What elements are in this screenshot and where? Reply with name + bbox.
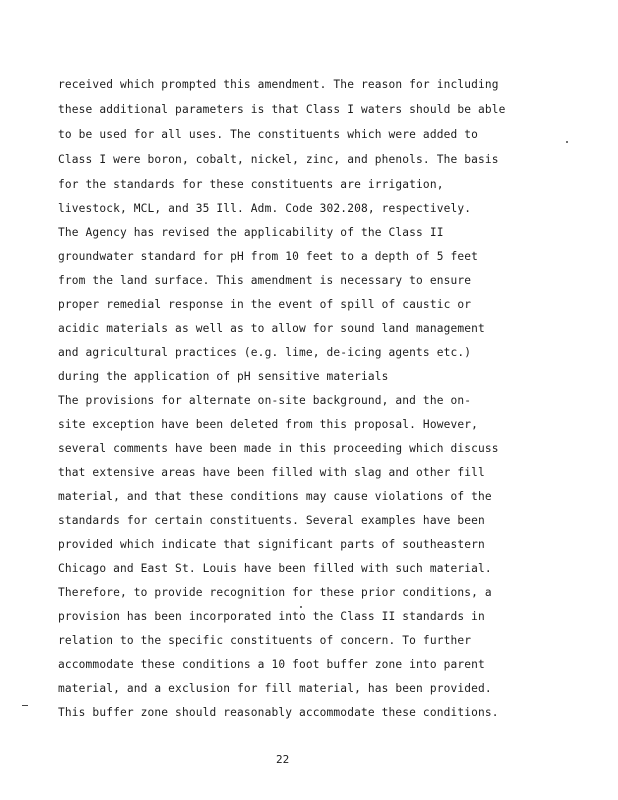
body-text-line: during the application of pH sensitive materials [58, 370, 389, 383]
body-text-line: Chicago and East St. Louis have been filled with such material. [58, 562, 492, 575]
body-text-line: This buffer zone should reasonably accommodate these conditions. [58, 706, 499, 719]
body-text-line: The Agency has revised the applicability of the Class II [58, 226, 444, 239]
body-text-line: The provisions for alternate on-site background, and the on- [58, 394, 472, 407]
body-text-line: provision has been incorporated into the Class II standards in [58, 610, 485, 623]
body-text-line: material, and that these conditions may cause violations of the [58, 490, 492, 503]
body-text-line: Therefore, to provide recognition for these prior conditions, a [58, 586, 492, 599]
body-text-line: site exception have been deleted from this proposal. However, [58, 418, 479, 431]
body-text-line: livestock, MCL, and 35 Ill. Adm. Code 302.208, respectively. [58, 202, 472, 215]
scan-speck [566, 141, 568, 143]
body-text-line: and agricultural practices (e.g. lime, de-icing agents etc.) [58, 346, 472, 359]
scan-speck [22, 705, 28, 706]
body-text-line: that extensive areas have been filled with slag and other fill [58, 466, 485, 479]
body-text-line: standards for certain constituents. Several examples have been [58, 514, 485, 527]
body-text-line: groundwater standard for pH from 10 feet to a depth of 5 feet [58, 250, 479, 263]
body-text-line: for the standards for these constituents are irrigation, [58, 178, 444, 191]
body-text-line: several comments have been made in this proceeding which discuss [58, 442, 499, 455]
body-text-line: Class I were boron, cobalt, nickel, zinc, and phenols. The basis [58, 153, 499, 166]
page-number: 22 [276, 753, 290, 766]
body-text-line: from the land surface. This amendment is necessary to ensure [58, 274, 472, 287]
body-text-line: relation to the specific constituents of concern. To further [58, 634, 472, 647]
body-text-line: received which prompted this amendment. The reason for including [58, 78, 499, 91]
body-text-line: provided which indicate that significant parts of southeastern [58, 538, 485, 551]
body-text-line: proper remedial response in the event of spill of caustic or [58, 298, 472, 311]
body-text-line: accommodate these conditions a 10 foot buffer zone into parent [58, 658, 485, 671]
scan-speck [300, 606, 302, 608]
body-text-line: material, and a exclusion for fill material, has been provided. [58, 682, 492, 695]
body-text-line: acidic materials as well as to allow for sound land management [58, 322, 485, 335]
body-text-line: to be used for all uses. The constituents which were added to [58, 128, 479, 141]
body-text-line: these additional parameters is that Class I waters should be able [58, 103, 506, 116]
